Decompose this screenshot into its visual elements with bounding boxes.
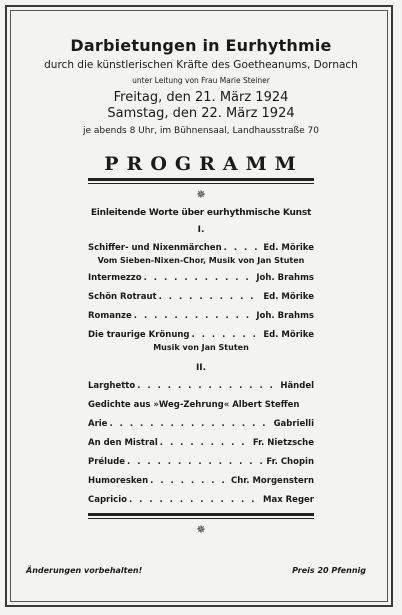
program-item xyxy=(88,417,314,431)
program-item xyxy=(88,241,314,255)
leader-dots xyxy=(144,271,255,285)
leader-dots xyxy=(150,474,229,488)
leader-dots xyxy=(159,290,262,304)
program-item xyxy=(88,309,314,323)
page-title: Darbietungen in Eurhythmie xyxy=(70,36,332,55)
leadership-line: unter Leitung von Frau Marie Steiner xyxy=(132,76,270,85)
subtitle: durch die künstlerischen Kräfte des Goetheanums, Dornach xyxy=(44,59,358,71)
leader-dots xyxy=(127,455,264,469)
part-one-label: I. xyxy=(197,225,205,235)
item-author: Joh. Brahms xyxy=(256,273,314,283)
item-title: Schön Rotraut xyxy=(88,292,157,302)
program-item xyxy=(88,493,314,507)
part-two-label: II. xyxy=(195,363,207,373)
item-author: Fr. Nietzsche xyxy=(252,438,314,448)
item-title: Romanze xyxy=(88,311,132,321)
item-note: Vom Sieben-Nixen-Chor, Musik von Jan Stuten xyxy=(97,256,305,265)
item-author: Ed. Mörike xyxy=(263,330,314,340)
footer xyxy=(26,566,366,575)
item-title: Arie xyxy=(88,419,108,429)
item-title: Capricio xyxy=(88,495,127,505)
leader-dots xyxy=(134,309,255,323)
item-author: Ed. Mörike xyxy=(263,243,314,253)
closing-rule xyxy=(88,513,314,519)
program-item xyxy=(88,455,314,469)
item-title: Die traurige Krönung xyxy=(88,330,190,340)
item-author: Fr. Chopin xyxy=(266,457,314,467)
star-ornament-icon: ✵ xyxy=(196,188,206,201)
program-item xyxy=(88,271,314,285)
item-title: Humoresken xyxy=(88,476,149,486)
item-author: Max Reger xyxy=(263,495,314,505)
item-author: Gabrielli xyxy=(273,419,314,429)
price-label: Preis 20 Pfennig xyxy=(292,566,366,575)
item-author: Chr. Morgenstern xyxy=(231,476,314,486)
item-title: Prélude xyxy=(88,457,126,467)
heading-rule xyxy=(88,178,314,184)
item-author: Joh. Brahms xyxy=(256,311,314,321)
date-saturday: Samstag, den 22. März 1924 xyxy=(107,106,295,121)
leader-dots xyxy=(224,241,262,255)
program-item xyxy=(88,474,314,488)
leader-dots xyxy=(129,493,261,507)
item-title: Gedichte aus »Weg-Zehrung« xyxy=(88,400,230,410)
leader-dots xyxy=(192,328,262,342)
item-note: Musik von Jan Stuten xyxy=(153,343,249,352)
program-item xyxy=(88,379,314,393)
program-heading: PROGRAMM xyxy=(104,153,304,175)
program-item xyxy=(88,398,314,412)
item-title: Intermezzo xyxy=(88,273,142,283)
leader-dots xyxy=(137,379,278,393)
item-title: Larghetto xyxy=(88,381,136,391)
leader-dots xyxy=(160,436,251,450)
program-item xyxy=(88,328,314,342)
item-title: An den Mistral xyxy=(88,438,158,448)
star-ornament-icon: ✵ xyxy=(196,523,206,536)
program-item xyxy=(88,290,314,304)
time-and-place: je abends 8 Uhr, im Bühnensaal, Landhausstraße 70 xyxy=(82,126,320,136)
program-item xyxy=(88,436,314,450)
item-author: Ed. Mörike xyxy=(263,292,314,302)
program-content xyxy=(14,36,388,537)
item-title: Schiffer- und Nixenmärchen xyxy=(88,243,222,253)
footer-note: Änderungen vorbehalten! xyxy=(26,566,143,575)
item-author: Händel xyxy=(280,381,314,391)
leader-dots xyxy=(109,417,271,431)
item-author: Albert Steffen xyxy=(232,400,300,410)
intro-line: Einleitende Worte über eurhythmische Kunst xyxy=(90,208,312,218)
date-friday: Freitag, den 21. März 1924 xyxy=(113,90,289,105)
